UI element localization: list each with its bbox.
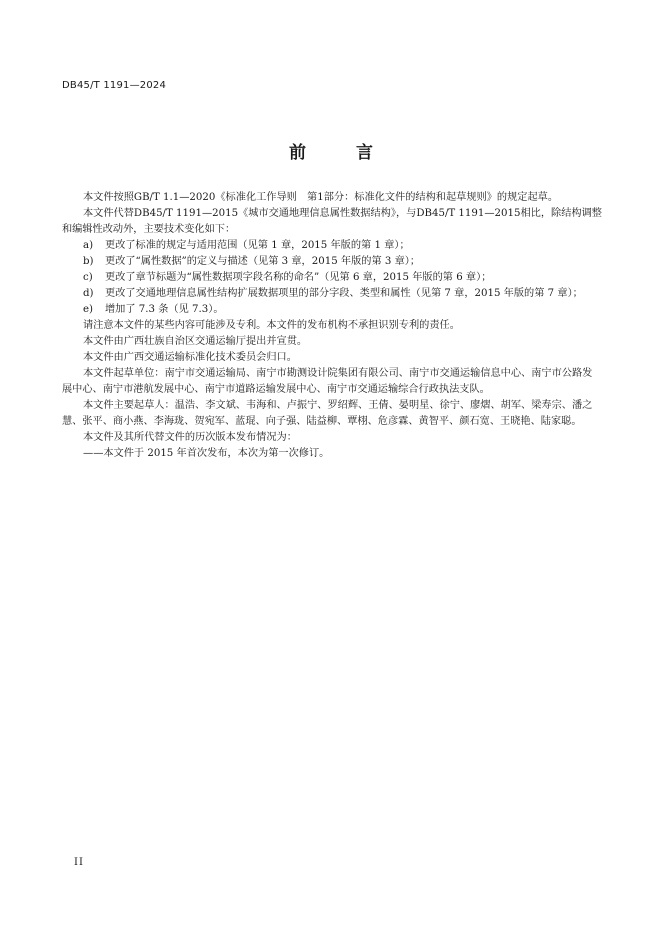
page-number: II (74, 857, 84, 868)
list-item-marker: d) (83, 288, 94, 299)
list-item (62, 238, 602, 254)
list-item-text: 更改了章节标题为“属性数据项字段名称的命名”（见第 6 章，2015 年版的第 6 章）； (105, 272, 492, 283)
paragraph-patent-notice: 请注意本文件的某些内容可能涉及专利。本文件的发布机构不承担识别专利的责任。 (83, 320, 460, 331)
paragraph-drafting-rule: 本文件按照GB/T 1.1—2020《标准化工作导则 第1部分：标准化文件的结构和起草规则》的规定起草。 (83, 192, 559, 203)
document-id: DB45/T 1191—2024 (62, 80, 167, 91)
paragraph-proposer: 本文件由广西壮族自治区交通运输厅提出并宣贯。 (83, 336, 308, 347)
list-item-text: 增加了 7.3 条（见 7.3）。 (105, 304, 224, 315)
list-item-text: 更改了标准的规定与适用范围（见第 1 章，2015 年版的第 1 章）； (105, 240, 410, 251)
list-item (62, 302, 602, 318)
paragraph-replacement: 本文件代替DB45/T 1191—2015《城市交通地理信息属性数据结构》，与DB45/T 1191—2015相比，除结构调整和编辑性改动外，主要技术变化如下： (62, 208, 602, 235)
list-item-marker: a) (83, 240, 94, 251)
list-item-marker: b) (83, 256, 94, 267)
page-title: 前 言 (289, 143, 395, 163)
paragraph-drafters: 本文件主要起草人：温浩、李文斌、韦海和、卢振宁、罗绍辉、王倩、晏明星、徐宁、廖熠、胡军、梁寿宗、潘之慧、张平、商小燕、李海珑、贺宛军、蓝琨、向子强、陆益柳、覃栩、危彦霖、黄智平、颜石宽、王晓艳、陆家聪。 (62, 400, 593, 427)
foreword-body (62, 190, 602, 462)
list-item (62, 286, 602, 302)
list-item (62, 270, 602, 286)
list-item-marker: e) (83, 304, 94, 315)
paragraph-committee: 本文件由广西交通运输标准化技术委员会归口。 (83, 352, 297, 363)
paragraph-history-entry: ——本文件于 2015 年首次发布，本次为第一次修订。 (83, 448, 330, 459)
list-item-text: 更改了“属性数据”的定义与描述（见第 3 章，2015 年版的第 3 章）； (105, 256, 421, 267)
list-item-text: 更改了交通地理信息属性结构扩展数据项里的部分字段、类型和属性（见第 7 章，2015 年版的第 7 章）； (105, 288, 583, 299)
list-item (62, 254, 602, 270)
paragraph-history-intro: 本文件及其所代替文件的历次版本发布情况为： (83, 432, 297, 443)
paragraph-drafting-units: 本文件起草单位：南宁市交通运输局、南宁市勘测设计院集团有限公司、南宁市交通运输信息中心、南宁市公路发展中心、南宁市港航发展中心、南宁市道路运输发展中心、南宁市交通运输综合行政执法支队。 (62, 368, 593, 395)
list-item-marker: c) (83, 272, 93, 283)
